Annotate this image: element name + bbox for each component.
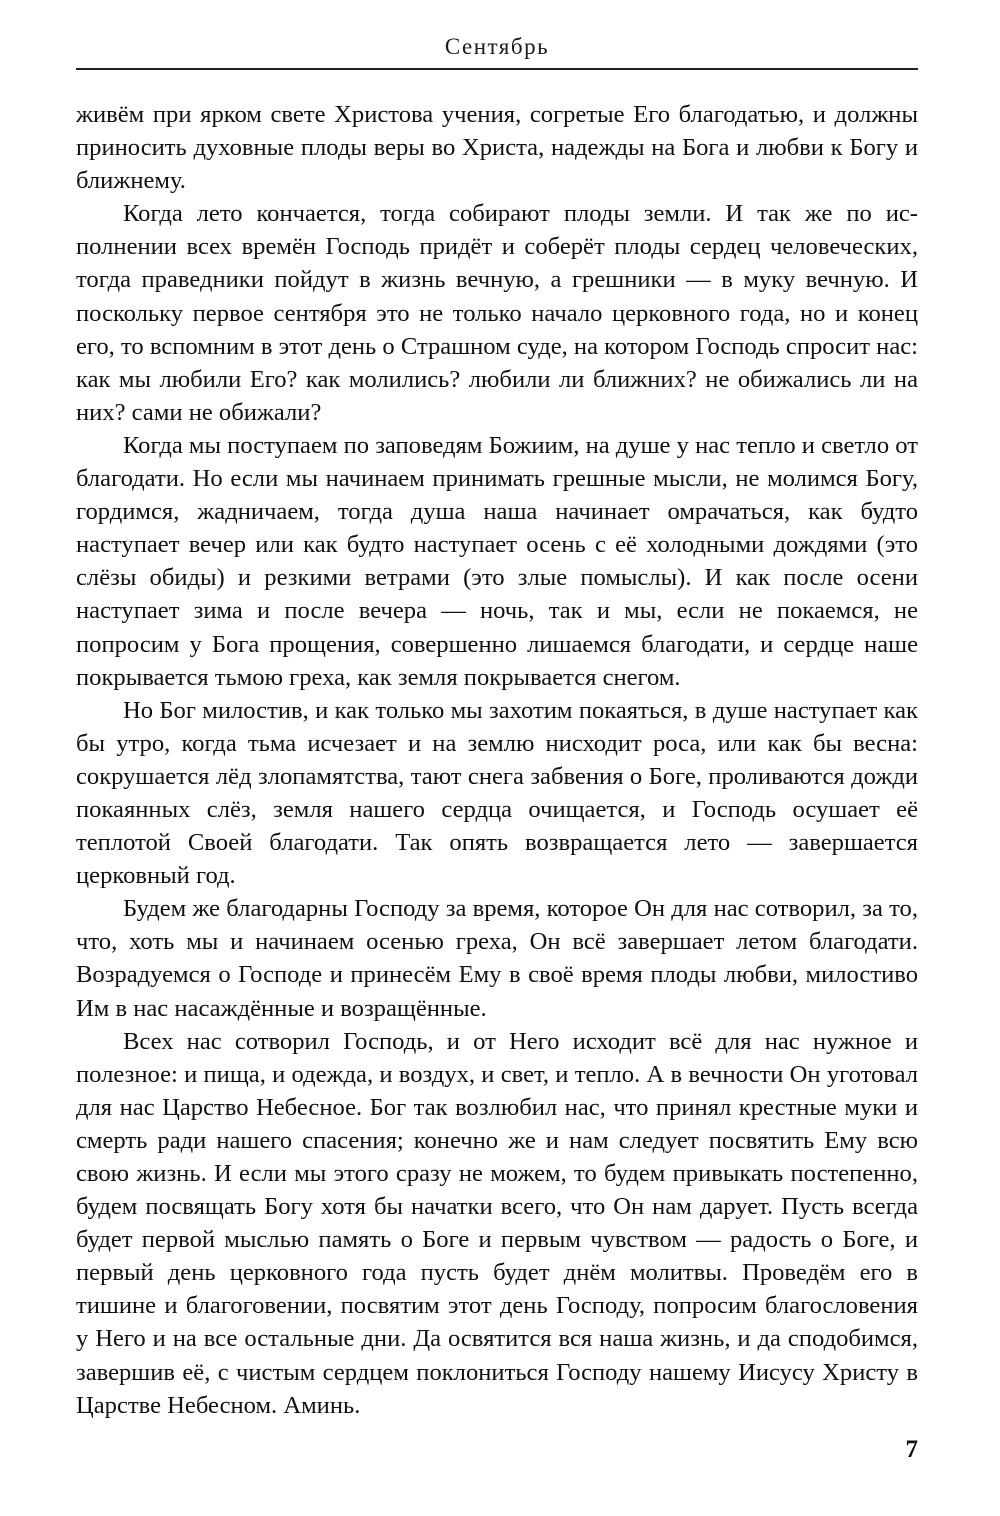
paragraph-1: живём при ярком свете Христова учения, согретые Его благодатью, и должны приносить духовные плоды веры во Христа, надежды на Бога и любви к Богу и ближнему. [76, 101, 918, 195]
paragraph-3: Когда мы поступаем по заповедям Божиим, на душе у нас тепло и светло от благодати. Но если мы начинаем принимать грешные мысли, не молимся Богу, гордимся, жадничаем, тогда душа наша начинает омрачаться, как будто наступает вечер или как будто наступает осень с её холодными дождями (это слёзы обиды) и резкими ветрами (это злые помыслы). И как после осени наступает зима и после вечера — ночь, так и мы, если не покаемся, не попросим у Бога прощения, совершенно лишаемся благодати, и сердце наше покрывается тьмою греха, как земля покрывается снегом. [76, 431, 918, 691]
header-rule [76, 68, 918, 70]
running-head-title: Сентябрь [444, 34, 550, 59]
page-body [76, 98, 918, 1422]
paragraph-4: Но Бог милостив, и как только мы захотим покаяться, в душе наступает как бы утро, когда тьма исчезает и на землю нисходит роса, или как бы весна: сокрушается лёд злопамятства, тают снега забвения о Боге, проливаются дожди покаянных слёз, земля нашего сердца очищается, и Господь осушает её теплотой Своей благодати. Так опять возвращается лето — завершается церковный год. [76, 696, 918, 890]
paragraph-2: Когда лето кончается, тогда собирают плоды земли. И так же по исполнении всех времён Господь придёт и соберёт плоды сердец человеческих, тогда праведники пойдут в жизнь вечную, а грешники — в муку вечную. И поскольку первое сентября это не только начало церковного года, но и конец его, то вспомним в этот день о Страшном суде, на котором Господь спросит нас: как мы любили Его? как молились? любили ли ближних? не обижались ли на них? сами не обижали? [76, 200, 918, 426]
paragraph-6: Всех нас сотворил Господь, и от Него исходит всё для нас нужное и полезное: и пища, и одежда, и воздух, и свет, и тепло. А в вечности Он уготовал для нас Царство Небесное. Бог так возлюбил нас, что принял крестные муки и смерть ради нашего спасения; конечно же и нам следует посвятить Ему всю свою жизнь. И если мы этого сразу не можем, то будем привыкать постепенно, будем посвящать Богу хотя бы начатки всего, что Он нам дарует. Пусть всегда будет первой мыслью память о Боге и первым чувством — радость о Боге, и первый день церковного года пусть будет днём молитвы. Проведём его в тишине и благоговении, посвятим этот день Господу, попросим благословения у Него и на все остальные дни. Да освятится вся наша жизнь, и да сподобимся, завершив её, с чистым сердцем поклониться Господу нашему Иисусу Христу в Царстве Небесном. Аминь. [76, 1027, 918, 1419]
page-number: 7 [905, 1436, 918, 1463]
paragraph-5: Будем же благодарны Господу за время, которое Он для нас сотворил, за то, что, хоть мы и начинаем осенью греха, Он всё завершает летом благодати. Возрадуемся о Господе и принесём Ему в своё время плоды любви, милостиво Им в нас насаждённые и возращённые. [76, 895, 918, 1022]
